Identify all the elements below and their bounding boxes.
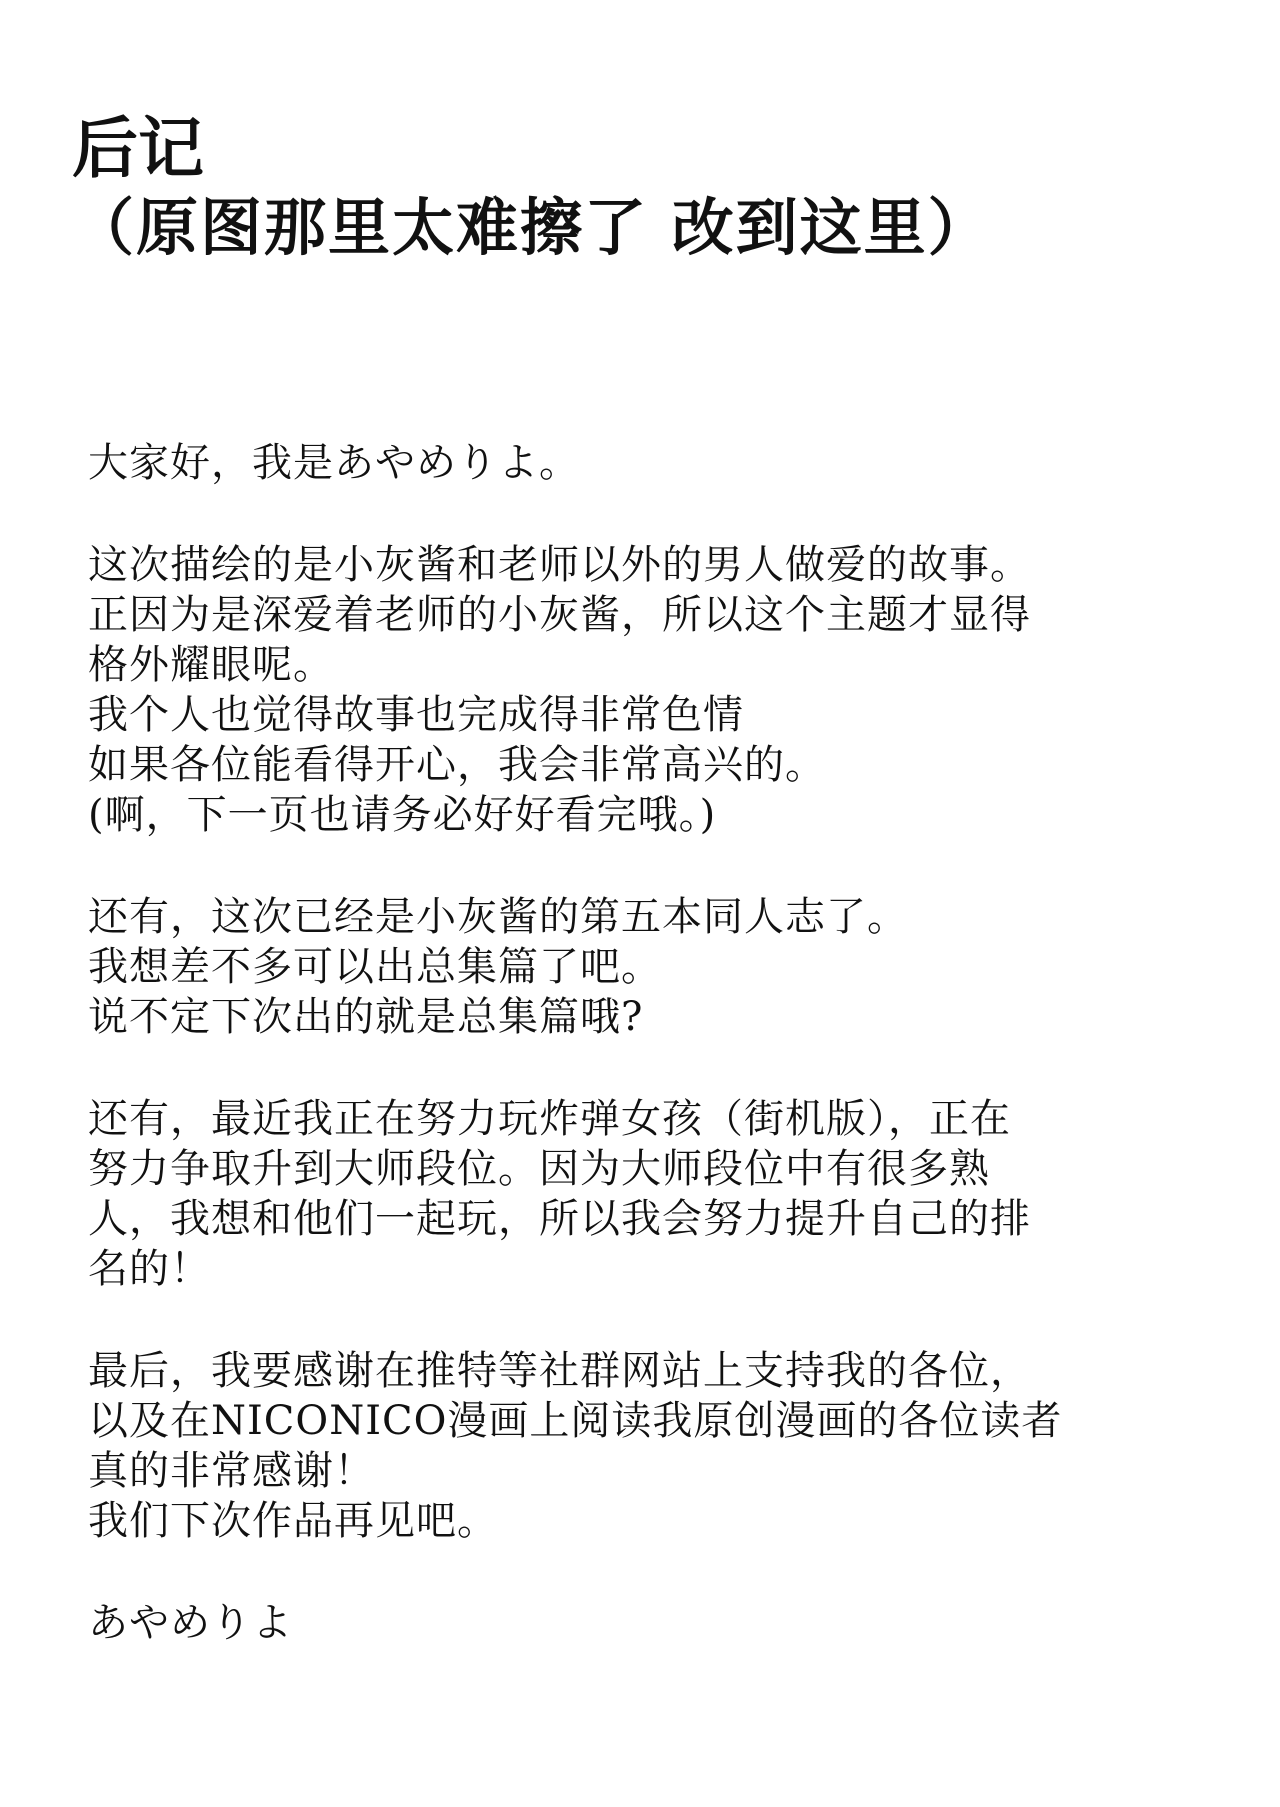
signature (88, 1598, 1238, 1648)
text-line: 以及在NICONICO漫画上阅读我原创漫画的各位读者 (88, 1398, 1063, 1444)
page-subtitle: （原图那里太难擦了 改到这里） (72, 191, 992, 264)
text-line: 正因为是深爱着老师的小灰酱，所以这个主题才显得 (88, 592, 1031, 638)
heading-block (72, 108, 1252, 268)
text-line: 我个人也觉得故事也完成得非常色情 (88, 692, 744, 738)
paragraph-thanks (88, 1346, 1238, 1546)
text-line: (啊，下一页也请务必好好看完哦。) (88, 792, 717, 838)
text-line: 我们下次作品再见吧。 (88, 1498, 498, 1544)
text-line: 最后，我要感谢在推特等社群网站上支持我的各位， (88, 1348, 1031, 1394)
paragraph-greeting (88, 438, 1238, 488)
paragraph-game (88, 1094, 1238, 1294)
paragraph-collection (88, 892, 1238, 1042)
afterword-body (88, 438, 1238, 1700)
text-line: 我想差不多可以出总集篇了吧。 (88, 944, 662, 990)
text-line: 说不定下次出的就是总集篇哦? (88, 994, 644, 1040)
text-line: 还有，最近我正在努力玩炸弹女孩（街机版），正在 (88, 1096, 1011, 1142)
text-line: 格外耀眼呢。 (88, 642, 334, 688)
text-line: 名的！ (88, 1246, 211, 1292)
text-line: 大家好，我是あやめりよ。 (88, 440, 580, 486)
paragraph-story (88, 540, 1238, 840)
author-signature: あやめりよ (88, 1600, 293, 1646)
text-line: 努力争取升到大师段位。因为大师段位中有很多熟 (88, 1146, 990, 1192)
text-line: 人，我想和他们一起玩，所以我会努力提升自己的排 (88, 1196, 1031, 1242)
text-line: 还有，这次已经是小灰酱的第五本同人志了。 (88, 894, 908, 940)
text-line: 如果各位能看得开心，我会非常高兴的。 (88, 742, 826, 788)
text-line: 真的非常感谢！ (88, 1448, 375, 1494)
page-title: 后记 (72, 109, 204, 187)
text-line: 这次描绘的是小灰酱和老师以外的男人做爱的故事。 (88, 542, 1031, 588)
